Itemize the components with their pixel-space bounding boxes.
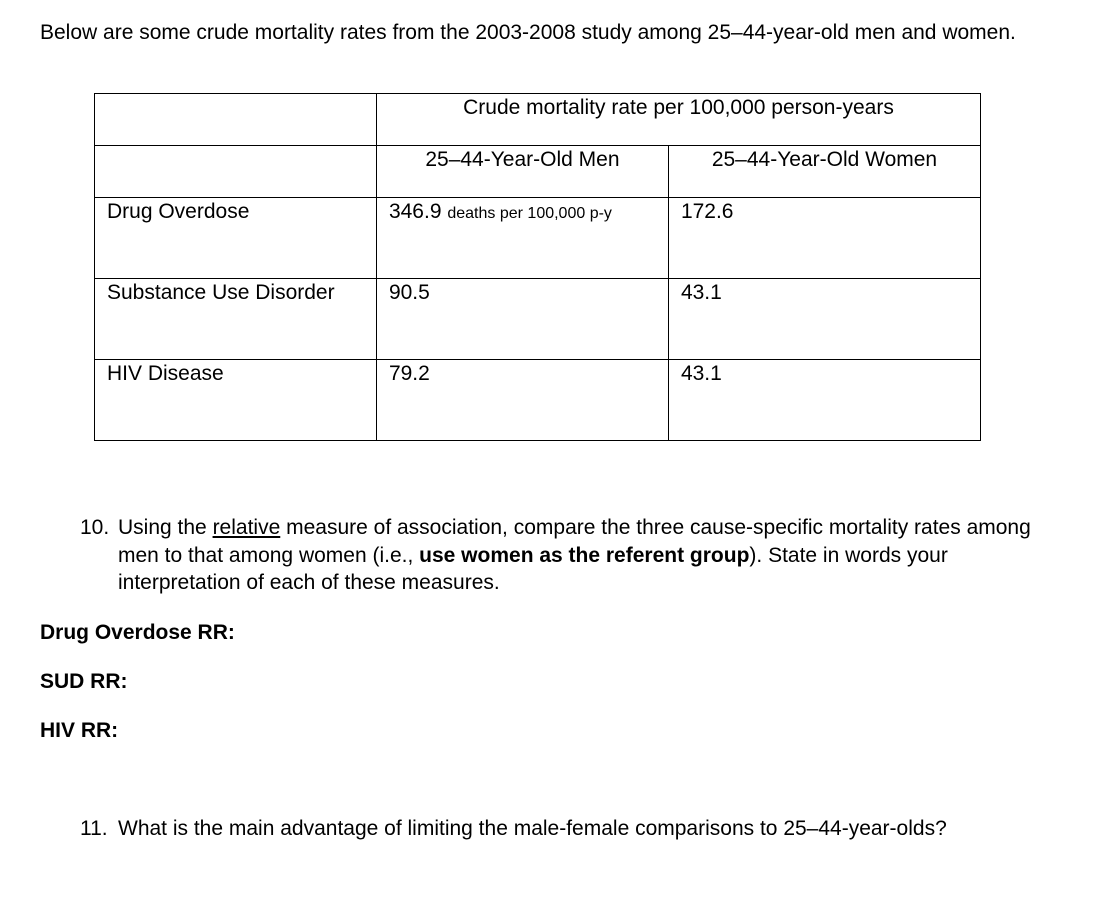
table-header-row [95,94,981,146]
women-drug-overdose-value: 172.6 [668,198,980,279]
men-drug-overdose-value: 346.9 [388,200,442,223]
intro-paragraph: Below are some crude mortality rates from the 2003-2008 study among 25–44-year-old men and women. [40,21,1016,44]
question-10-underlined: relative [212,516,281,539]
hiv-rr-label: HIV RR: [40,719,119,742]
row-label-drug-overdose: Drug Overdose [95,198,377,279]
question-10-part2: measure of association, compare the three cause-specific mortality rates among men to that among women (i.e., [118,516,1031,567]
mortality-table [94,93,981,441]
question-11 [80,815,1040,843]
table-corner-cell [95,94,377,146]
question-10-bold: use women as the referent group [419,543,750,567]
question-11-number: 11. [80,817,108,840]
men-hiv-value: 79.2 [376,360,668,441]
question-11-text: What is the main advantage of limiting the male-female comparisons to 25–44-year-olds? [118,817,947,840]
table-row [95,279,981,360]
women-sud-value: 43.1 [668,279,980,360]
question-10 [80,514,1040,597]
table-row [95,198,981,279]
men-drug-overdose-cell [376,198,668,279]
question-10-part1: Using the [118,516,213,539]
table-subheader-row [95,146,981,198]
table-row [95,360,981,441]
question-10-number: 10. [80,516,110,539]
men-sud-value: 90.5 [376,279,668,360]
row-label-hiv: HIV Disease [95,360,377,441]
table-header: Crude mortality rate per 100,000 person-years [376,94,980,146]
drug-overdose-rr-label: Drug Overdose RR: [40,621,235,644]
question-10-text [80,514,1040,597]
men-drug-overdose-unit: deaths per 100,000 p-y [447,205,612,222]
sud-rr-label: SUD RR: [40,670,128,693]
women-hiv-value: 43.1 [668,360,980,441]
row-label-sud: Substance Use Disorder [95,279,377,360]
subheader-women: 25–44-Year-Old Women [668,146,980,198]
question-10-part3: ). State in words your interpretation of each of these measures. [118,543,948,594]
subheader-men: 25–44-Year-Old Men [376,146,668,198]
table-corner-cell-2 [95,146,377,198]
